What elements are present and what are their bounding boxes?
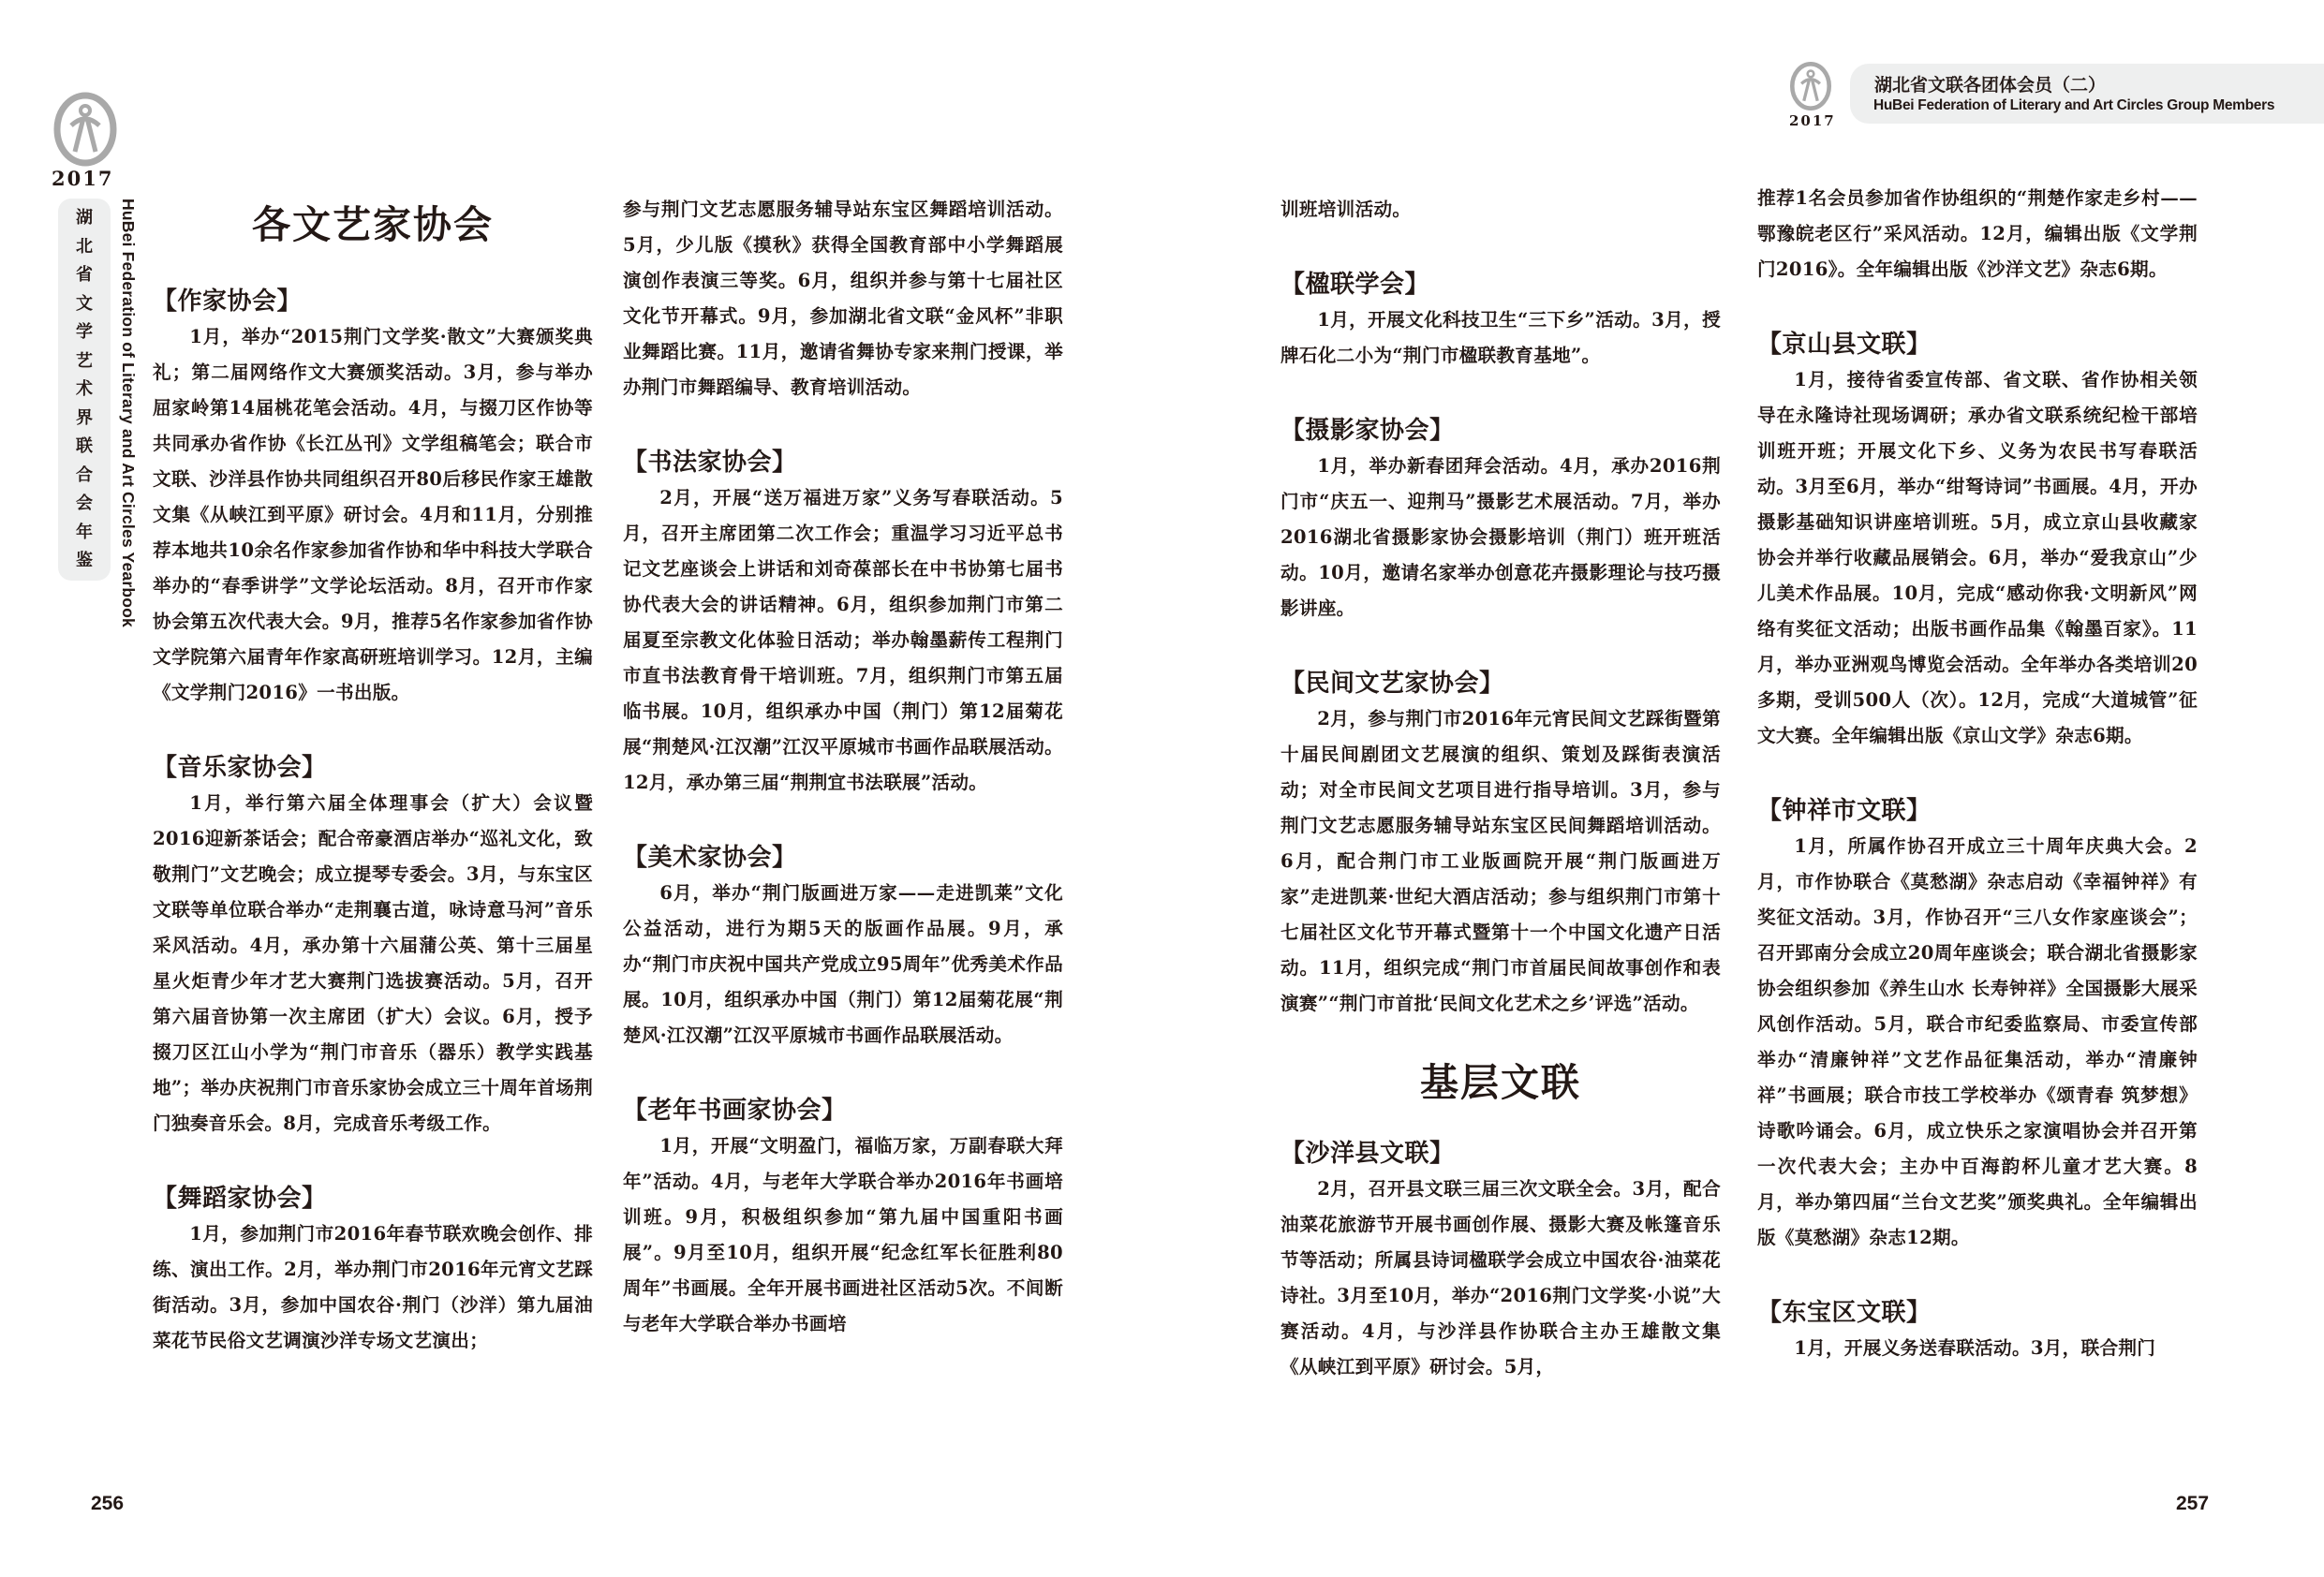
sidebar-char: 术 [76,379,93,399]
section-heading: 【钟祥市文联】 [1757,797,1932,825]
logo-year: 2017 [52,167,114,190]
sidebar-char: 鉴 [76,551,93,570]
section-body: 1月，举行第六届全体理事会（扩大）会议暨2016迎新茶话会；配合帝豪酒店举办“巡礼文化，致敬荆门”文艺晚会；成立提琴专委会。3月，与东宝区文联等单位联合举办“走荆襄古道，咏诗意马河”音乐采风活动。4月，承办第十六届蒲公英、第十三届星星火炬青少年才艺大赛荆门选拔赛活动。5月，召开第六届音协第一次主席团（扩大）会议。6月，授予掇刀区江山小学为“荆门市音乐（器乐）教学实践基地”；举办庆祝荆门市音乐家协会成立三十周年首场荆门独奏音乐会。8月，完成音乐考级工作。 [153,792,593,1134]
sub-title: 基层文联 [1420,1060,1581,1105]
section-body: 1月，开展文化科技卫生“三下乡”活动。3月，授牌石化二小为“荆门市楹联教育基地”。 [1280,309,1721,366]
column-1 [153,192,593,1359]
sidebar-char: 会 [76,494,93,513]
sidebar-char: 湖 [76,208,93,228]
column-2 [623,192,1063,1342]
section-body: 6月，举办“荆门版画进万家——走进凯莱”文化公益活动，进行为期5天的版画作品展。9月，承办“荆门市庆祝中国共产党成立95周年”优秀美术作品展。10月，组织承办中国（荆门）第12届菊花展“荆楚风·江汉潮”江汉平原城市书画作品联展活动。 [623,882,1063,1046]
section-heading: 【民间文艺家协会】 [1280,670,1504,698]
section-body: 1月，所属作协召开成立三十周年庆典大会。2月，市作协联合《莫愁湖》杂志启动《幸福钟祥》有奖征文活动。3月，作协召开“三八女作家座谈会”；召开郢南分会成立20周年座谈会；联合湖北省摄影家协会组织参加《养生山水 长寿钟祥》全国摄影大展采风创作活动。5月，联合市纪委监察局、市委宣传部举办“清廉钟祥”文艺作品征集活动，举办“清廉钟祥”书画展；联合市技工学校举办《颂青春 筑梦想》诗歌吟诵会。6月，成立快乐之家演唱协会并召开第一次代表大会；主办中百海韵杯儿童才艺大赛。8月，举办第四届“兰台文艺奖”颁奖典礼。全年编辑出版《莫愁湖》杂志12期。 [1757,835,2198,1248]
continued-text: 参与荆门文艺志愿服务辅导站东宝区舞蹈培训活动。5月，少儿版《摸秋》获得全国教育部中小学舞蹈展演创作表演三等奖。6月，组织并参与第十七届社区文化节开幕式。9月，参加湖北省文联“金风杯”非职业舞蹈比赛。11月，邀请省舞协专家来荆门授课，举办荆门市舞蹈编导、教育培训活动。 [623,199,1063,398]
section-body: 1月，举办新春团拜会活动。4月，承办2016荆门市“庆五一、迎荆马”摄影艺术展活动。7月，举办2016湖北省摄影家协会摄影培训（荆门）班开班活动。10月，邀请名家举办创意花卉摄影理论与技巧摄影讲座。 [1280,455,1721,619]
sidebar-char: 联 [76,436,93,456]
section-body: 2月，参与荆门市2016年元宵民间文艺踩街暨第十届民间剧团文艺展演的组织、策划及踩街表演活动；对全市民间文艺项目进行指导培训。3月，参与荆门文艺志愿服务辅导站东宝区民间舞蹈培训活动。6月，配合荆门市工业版画院开展“荆门版画进万家”走进凯莱·世纪大酒店活动；参与组织荆门市第十七届社区文化节开幕式暨第十一个中国文化遗产日活动。11月，组织完成“荆门市首届民间故事创作和表演赛”“荆门市首批‘民间文化艺术之乡’评选”活动。 [1280,708,1721,1014]
section-body: 1月，参加荆门市2016年春节联欢晚会创作、排练、演出工作。2月，举办荆门市2016年元宵文艺踩街活动。3月，参加中国农谷·荆门（沙洋）第九届油菜花节民俗文艺调演沙洋专场文艺演出； [153,1223,593,1351]
section-heading: 【楹联学会】 [1280,271,1430,299]
sidebar-cn-title [58,199,111,581]
section-heading: 【摄影家协会】 [1280,417,1455,445]
section-body: 2月，开展“送万福进万家”义务写春联活动。5月，召开主席团第二次工作会；重温学习习近平总书记文艺座谈会上讲话和刘奇葆部长在中书协第七届书协代表大会的讲话精神。6月，组织参加荆门市第二届夏至宗教文化体验日活动；举办翰墨薪传工程荆门市直书法教育骨干培训班。7月，组织荆门市第五届临书展。10月，组织承办中国（荆门）第12届菊花展“荆楚风·江汉潮”江汉平原城市书画作品联展活动。12月，承办第三届“荆荆宜书法联展”活动。 [623,487,1063,793]
page-number-right: 257 [2176,1493,2210,1514]
column-4 [1757,181,2198,1366]
page-number-left: 256 [91,1493,125,1514]
sidebar-char: 北 [76,236,93,257]
sidebar-char: 合 [76,464,93,485]
section-heading: 【书法家协会】 [623,449,797,477]
header-title-en: HuBei Federation of Literary and Art Circles Group Members [1873,97,2275,113]
section-heading: 【美术家协会】 [623,844,797,872]
sidebar-char: 界 [76,407,93,428]
federation-logo-icon [1789,60,1832,112]
section-heading: 【沙洋县文联】 [1280,1140,1455,1168]
sidebar-en-title: HuBei Federation of Literary and Art Circles Yearbook [119,199,138,627]
page-title: 各文艺家协会 [252,202,494,247]
section-heading: 【京山县文联】 [1757,331,1932,359]
sidebar-char: 艺 [76,350,93,371]
section-body: 1月，开展义务送春联活动。3月，联合荆门 [1794,1337,2156,1359]
header-logo-year: 2017 [1789,112,1836,129]
continued-text: 训班培训活动。 [1280,199,1412,220]
continued-text: 推荐1名会员参加省作协组织的“荆楚作家走乡村——鄂豫皖老区行”采风活动。12月，编辑出版《文学荆门2016》。全年编辑出版《沙洋文艺》杂志6期。 [1757,187,2198,280]
section-heading: 【音乐家协会】 [153,754,327,782]
section-body: 2月，召开县文联三届三次文联全会。3月，配合油菜花旅游节开展书画创作展、摄影大赛及帐篷音乐节等活动；所属县诗词楹联学会成立中国农谷·油菜花诗社。3月至10月，举办“2016荆门文学奖·小说”大赛活动。4月，与沙洋县作协联合主办王雄散文集《从峡江到平原》研讨会。5月， [1280,1178,1721,1378]
section-body: 1月，开展“文明盈门，福临万家，万副春联大拜年”活动。4月，与老年大学联合举办2016年书画培训班。9月，积极组织参加“第九届中国重阳书画展”。9月至10月，组织开展“纪念红军长征胜利80周年”书画展。全年开展书画进社区活动5次。不间断与老年大学联合举办书画培 [623,1135,1063,1334]
sidebar-char: 学 [76,322,93,342]
column-3 [1280,192,1721,1385]
federation-logo-icon [52,90,118,169]
running-header [1850,64,2324,124]
section-heading: 【舞蹈家协会】 [153,1185,327,1213]
sidebar-char: 省 [76,265,93,285]
section-heading: 【东宝区文联】 [1757,1299,1932,1327]
sidebar-char: 年 [76,522,93,542]
section-body: 1月，举办“2015荆门文学奖·散文”大赛颁奖典礼；第二届网络作文大赛颁奖活动。3月，参与举办屈家岭第14届桃花笔会活动。4月，与掇刀区作协等共同承办省作协《长江丛刊》文学组稿笔会；联合市文联、沙洋县作协共同组织召开80后移民作家王雄散文集《从峡江到平原》研讨会。4月和11月，分别推荐本地共10余名作家参加省作协和华中科技大学联合举办的“春季讲学”文学论坛活动。8月，召开市作家协会第五次代表大会。9月，推荐5名作家参加省作协文学院第六届青年作家高研班培训学习。12月，主编《文学荆门2016》一书出版。 [153,326,593,703]
sidebar-char: 文 [76,293,93,314]
section-heading: 【作家协会】 [153,287,303,316]
section-body: 1月，接待省委宣传部、省文联、省作协相关领导在永隆诗社现场调研；承办省文联系统纪检干部培训班开班；开展文化下乡、义务为农民书写春联活动。3月至6月，举办“绀弩诗词”书画展。4月，开办摄影基础知识讲座培训班。5月，成立京山县收藏家协会并举行收藏品展销会。6月，举办“爱我京山”少儿美术作品展。10月，完成“感动你我·文明新风”网络有奖征文活动；出版书画作品集《翰墨百家》。11月，举办亚洲观鸟博览会活动。全年举办各类培训20多期，受训500人（次）。12月，完成“大道城管”征文大赛。全年编辑出版《京山文学》杂志6期。 [1757,369,2198,746]
section-heading: 【老年书画家协会】 [623,1097,847,1125]
header-title-cn: 湖北省文联各团体会员（二） [1874,75,2107,96]
